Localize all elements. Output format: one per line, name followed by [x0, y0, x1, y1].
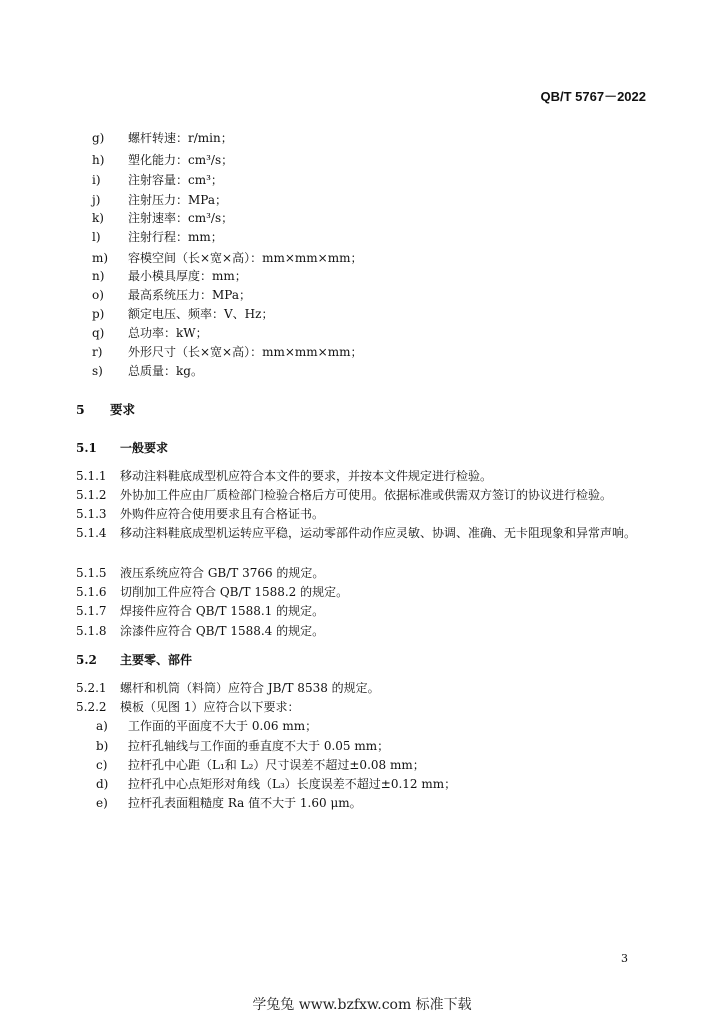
clause-number: 5.1.2 — [76, 488, 107, 502]
list-text: 最小模具厚度：mm； — [128, 269, 247, 283]
clause-number: 5.1.4 — [76, 526, 107, 540]
list-mark: h) — [92, 153, 105, 167]
subsection-title: 主要零、部件 — [120, 653, 193, 667]
item-mark: b) — [96, 739, 109, 753]
list-mark: o) — [92, 288, 104, 302]
clause-text: 涂漆件应符合 QB/T 1588.4 的规定。 — [120, 624, 325, 638]
item-text: 拉杆孔轴线与工作面的垂直度不大于 0.05 mm； — [128, 739, 390, 753]
list-item — [92, 152, 233, 168]
item-mark: c) — [96, 758, 108, 772]
clause — [76, 680, 380, 696]
clause-number: 5.1.5 — [76, 566, 107, 580]
list-mark: g) — [92, 131, 105, 145]
list-text: 注射速率：cm³/s； — [128, 211, 234, 225]
list-text: 总功率：kW； — [128, 326, 208, 340]
item-text: 拉杆孔中心距（L₁和 L₂）尺寸误差不超过±0.08 mm； — [128, 758, 425, 772]
list-text: 注射行程：mm； — [128, 230, 223, 244]
clause-text: 移动注料鞋底成型机应符合本文件的要求，并按本文件规定进行检验。 — [120, 469, 493, 483]
list-item — [96, 757, 425, 773]
list-mark: p) — [92, 307, 105, 321]
clause-text: 模板（见图 1）应符合以下要求： — [120, 700, 300, 714]
clause — [76, 565, 324, 581]
list-text: 最高系统压力：MPa； — [128, 288, 251, 302]
list-item — [92, 344, 363, 360]
list-text: 总质量：kg。 — [128, 364, 203, 378]
list-mark: s) — [92, 364, 103, 378]
subsection-heading — [76, 652, 192, 668]
clause-text: 移动注料鞋底成型机运转应平稳，运动零部件动作应灵敏、协调、准确、无卡阻现象和异常声响。 — [120, 526, 637, 540]
clause-number: 5.1.6 — [76, 585, 107, 599]
clause — [76, 506, 324, 522]
clause — [76, 699, 299, 715]
list-text: 螺杆转速：r/min； — [128, 131, 233, 145]
subsection-heading — [76, 440, 168, 456]
list-mark: j) — [92, 193, 101, 207]
list-text: 额定电压、频率：V、Hz； — [128, 307, 274, 321]
list-item — [92, 229, 223, 245]
section-heading — [76, 402, 135, 418]
list-mark: k) — [92, 211, 104, 225]
list-item — [96, 718, 317, 734]
list-item — [92, 363, 203, 379]
clause-number: 5.1.7 — [76, 604, 107, 618]
clause — [76, 523, 656, 543]
item-text: 拉杆孔表面粗糙度 Ra 值不大于 1.60 μm。 — [128, 796, 362, 810]
list-mark: m) — [92, 251, 109, 265]
clause-number: 5.2.2 — [76, 700, 107, 714]
list-item — [92, 210, 233, 226]
list-item — [92, 250, 363, 266]
list-item — [92, 268, 247, 284]
clause-text: 螺杆和机筒（料筒）应符合 JB/T 8538 的规定。 — [120, 681, 380, 695]
item-mark: a) — [96, 719, 108, 733]
list-item — [92, 172, 223, 188]
clause-number: 5.1.8 — [76, 624, 107, 638]
list-mark: q) — [92, 326, 105, 340]
section-number: 5 — [76, 402, 85, 417]
clause — [76, 603, 324, 619]
list-item — [92, 306, 273, 322]
clause-text: 外购件应符合使用要求且有合格证书。 — [120, 507, 325, 521]
clause — [76, 487, 612, 503]
list-item — [92, 130, 233, 146]
list-item — [92, 325, 208, 341]
footer-watermark: 学兔兔 www.bzfxw.com 标准下载 — [252, 997, 472, 1013]
list-text: 塑化能力：cm³/s； — [128, 153, 234, 167]
clause-text: 切削加工件应符合 QB/T 1588.2 的规定。 — [120, 585, 349, 599]
list-mark: n) — [92, 269, 105, 283]
list-item — [96, 776, 456, 792]
list-text: 注射压力：MPa； — [128, 193, 227, 207]
item-text: 拉杆孔中心点矩形对角线（L₃）长度误差不超过±0.12 mm； — [128, 777, 457, 791]
item-mark: e) — [96, 796, 108, 810]
item-mark: d) — [96, 777, 109, 791]
list-item — [96, 795, 362, 811]
clause-number: 5.2.1 — [76, 681, 107, 695]
list-text: 注射容量：cm³； — [128, 173, 223, 187]
list-text: 容模空间（长×宽×高）：mm×mm×mm； — [128, 251, 363, 265]
clause — [76, 623, 324, 639]
list-item — [96, 738, 389, 754]
list-mark: l) — [92, 230, 101, 244]
page-number: 3 — [621, 952, 628, 965]
list-item — [92, 192, 227, 208]
list-mark: i) — [92, 173, 101, 187]
clause — [76, 468, 492, 484]
list-item — [92, 287, 251, 303]
list-text: 外形尺寸（长×宽×高）：mm×mm×mm； — [128, 345, 363, 359]
subsection-number: 5.2 — [76, 653, 97, 667]
subsection-title: 一般要求 — [120, 441, 169, 455]
item-text: 工作面的平面度不大于 0.06 mm； — [128, 719, 318, 733]
list-mark: r) — [92, 345, 103, 359]
clause — [76, 584, 348, 600]
clause-number: 5.1.3 — [76, 507, 107, 521]
clause-text: 外协加工件应由厂质检部门检验合格后方可使用。依据标准或供需双方签订的协议进行检验。 — [120, 488, 613, 502]
subsection-number: 5.1 — [76, 441, 97, 455]
section-title: 要求 — [110, 402, 136, 417]
clause-text: 焊接件应符合 QB/T 1588.1 的规定。 — [120, 604, 325, 618]
clause-number: 5.1.1 — [76, 469, 107, 483]
clause-text: 液压系统应符合 GB/T 3766 的规定。 — [120, 566, 325, 580]
standard-number: QB/T 5767－2022 — [540, 89, 646, 104]
